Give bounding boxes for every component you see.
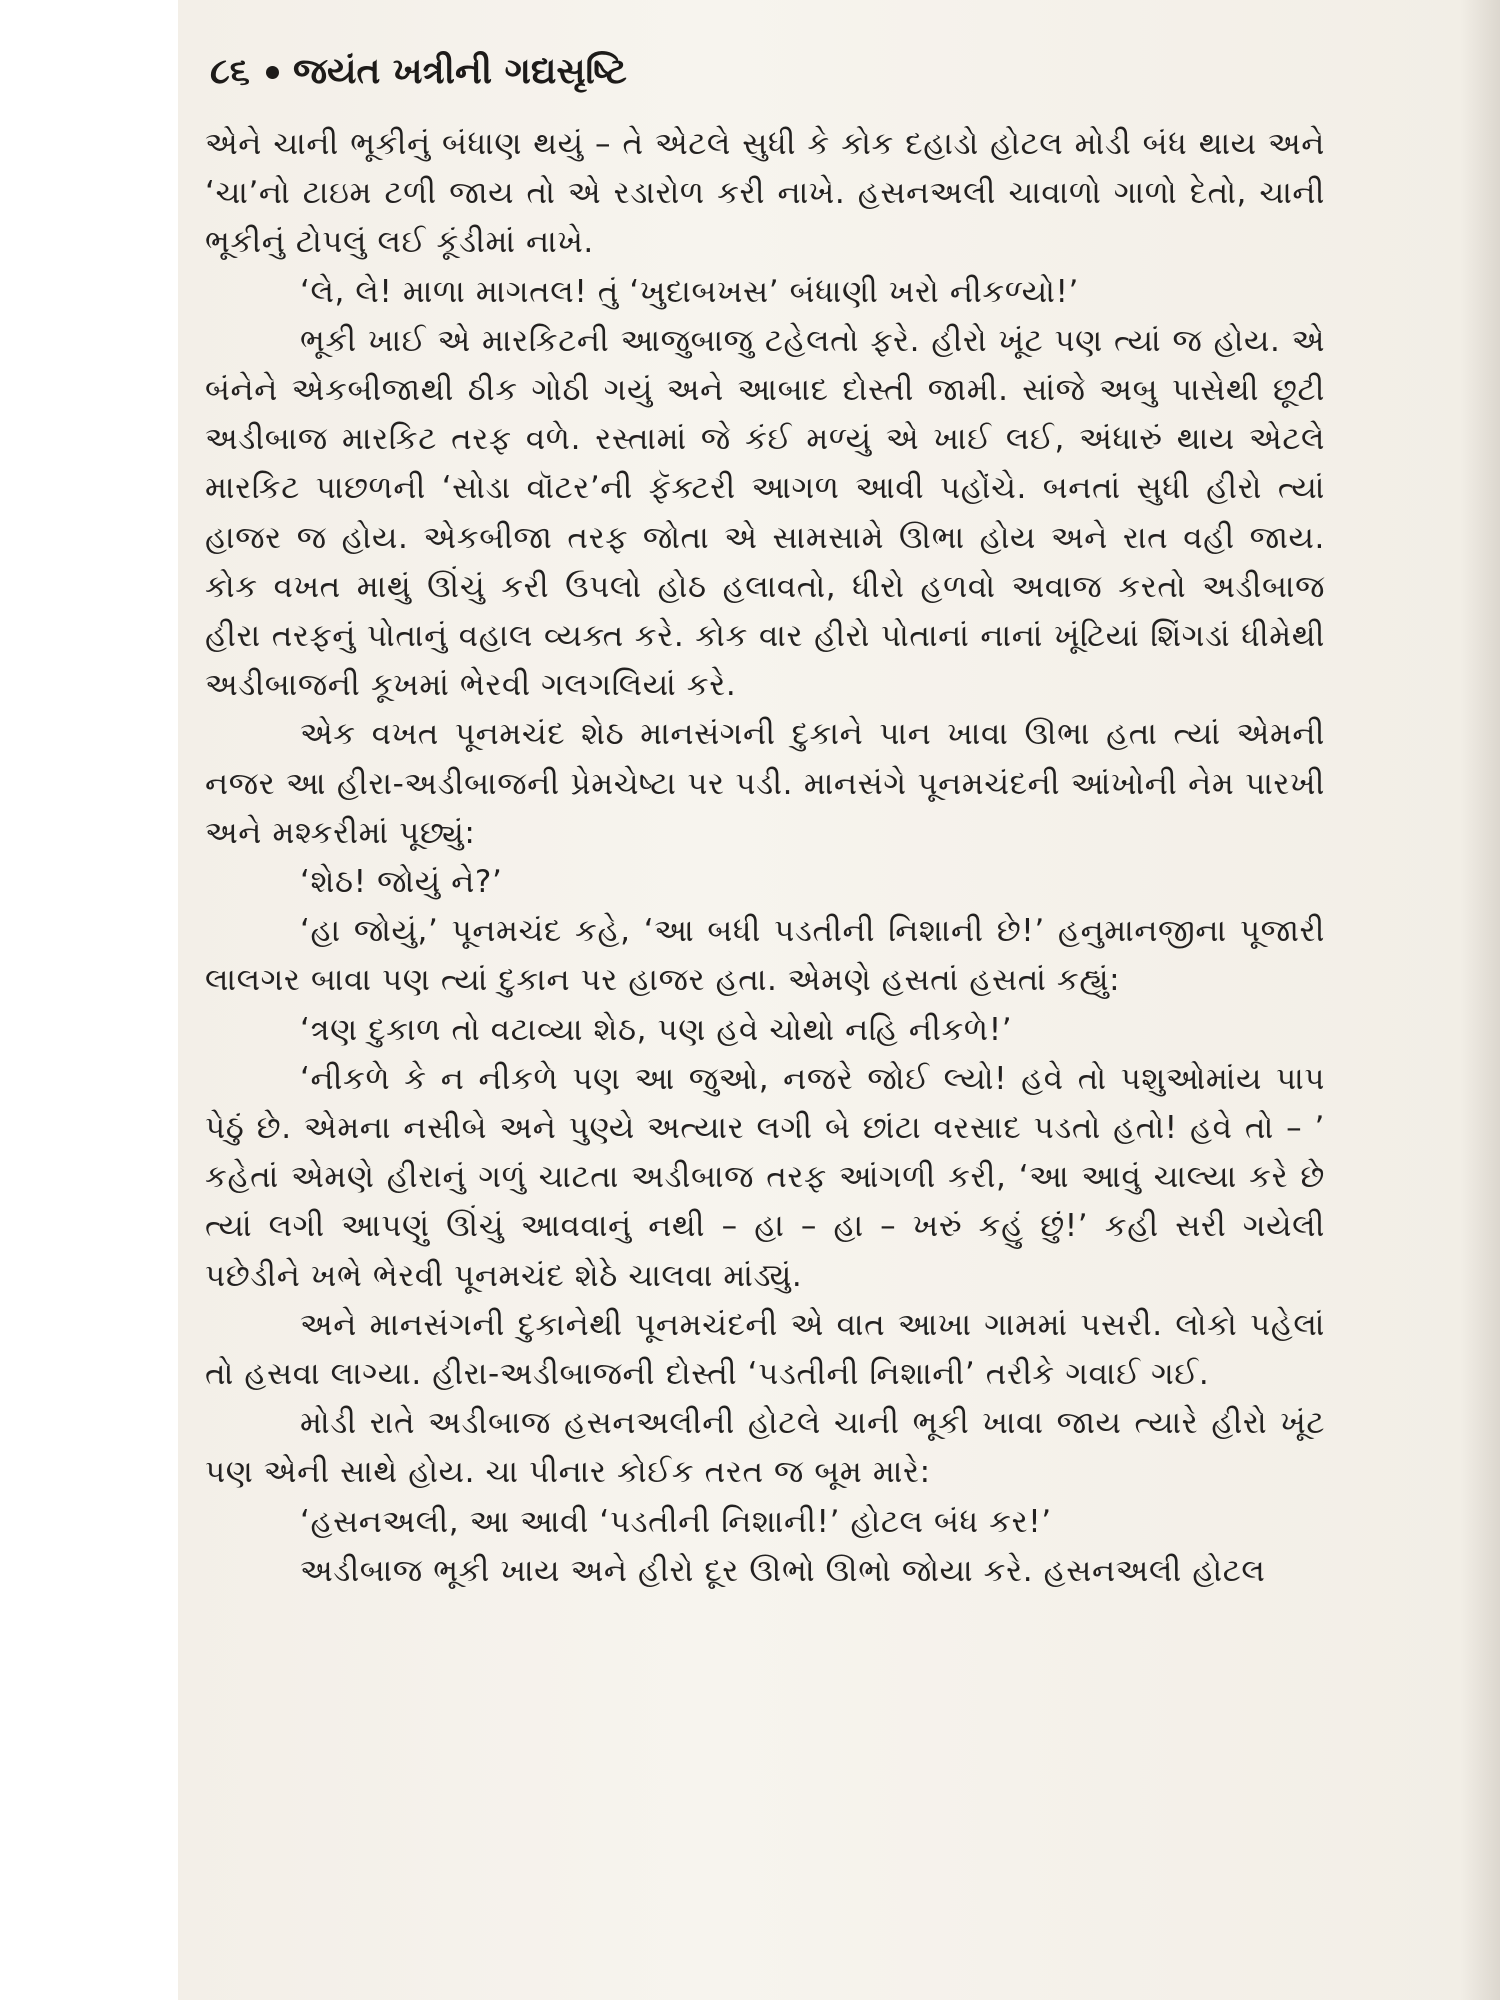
book-title: જયંત ખત્રીની ગદ્યસૃષ્ટિ xyxy=(292,51,627,92)
paragraph: ભૂકી ખાઈ એ મારકિટની આજુબાજુ ટહેલતો ફરે. હીરો ખૂંટ પણ ત્યાં જ હોય. એ બંનેને એકબીજાથી ઠીક ગોઠી ગયું અને આબાદ દોસ્તી જામી. સાંજે અબુ પાસેથી છૂટી અડીબાજ મારકિટ તરફ વળે. રસ્તામાં જે કંઈ મળ્યું એ ખાઈ લઈ, અંધારું થાય એટલે મારકિટ પાછળની ‘સોડા વૉટર’ની ફૅક્ટરી આગળ આવી પહોંચે. બનતાં સુધી હીરો ત્યાં હાજર જ હોય. એકબીજા તરફ જોતા એ સામસામે ઊભા હોય અને રાત વહી જાય. કોક વખત માથું ઊંચું કરી ઉપલો હોઠ હલાવતો, ધીરો હળવો અવાજ કરતો અડીબાજ હીરા તરફનું પોતાનું વહાલ વ્યક્ત કરે. કોક વાર હીરો પોતાનાં નાનાં ખૂંટિયાં શિંગડાં ધીમેથી અડીબાજની કૂખમાં ભેરવી ગલગલિયાં કરે. xyxy=(205,322,1325,704)
body-text xyxy=(205,120,1325,1596)
running-header xyxy=(210,42,627,102)
bullet-icon xyxy=(266,66,279,79)
paragraph: એક વખત પૂનમચંદ શેઠ માનસંગની દુકાને પાન ખાવા ઊભા હતા ત્યાં એમની નજર આ હીરા-અડીબાજની પ્રેમચેષ્ટા પર પડી. માનસંગે પૂનમચંદની આંખોની નેમ પારખી અને મશ્કરીમાં પૂછ્યું: xyxy=(205,716,1325,851)
page-number: ૮૬ xyxy=(210,51,250,92)
dialogue-line: ‘લે, લે! માળા માગતલ! તું ‘ખુદાબખસ’ બંધાણી ખરો નીકળ્યો!’ xyxy=(300,273,1079,310)
paragraph: અડીબાજ ભૂકી ખાય અને હીરો દૂર ઊભો ઊભો જોયા કરે. હસનઅલી હોટલ xyxy=(300,1552,1266,1589)
dialogue-line: ‘હસનઅલી, આ આવી ‘પડતીની નિશાની!’ હોટલ બંધ કર!’ xyxy=(300,1503,1052,1540)
page-edge-shadow xyxy=(1460,0,1500,2000)
paragraph: એને ચાની ભૂકીનું બંધાણ થયું – તે એટલે સુધી કે કોક દહાડો હોટલ મોડી બંધ થાય અને ‘ચા’નો ટાઇમ ટળી જાય તો એ રડારોળ કરી નાખે. હસનઅલી ચાવાળો ગાળો દેતો, ચાની ભૂકીનું ટોપલું લઈ કૂંડીમાં નાખે. xyxy=(205,126,1325,261)
paragraph: મોડી રાતે અડીબાજ હસનઅલીની હોટલે ચાની ભૂકી ખાવા જાય ત્યારે હીરો ખૂંટ પણ એની સાથે હોય. ચા પીનાર કોઈક તરત જ બૂમ મારે: xyxy=(205,1405,1325,1491)
paragraph: ‘નીકળે કે ન નીકળે પણ આ જુઓ, નજરે જોઈ લ્યો! હવે તો પશુઓમાંય પાપ પેઠું છે. એમના નસીબે અને પુણ્યે અત્યાર લગી બે છાંટા વરસાદ પડતો હતો! હવે તો – ’ કહેતાં એમણે હીરાનું ગળું ચાટતા અડીબાજ તરફ આંગળી કરી, ‘આ આવું ચાલ્યા કરે છે ત્યાં લગી આપણું ઊંચું આવવાનું નથી – હા – હા – ખરું કહું છું!’ કહી સરી ગયેલી પછેડીને ખભે ભેરવી પૂનમચંદ શેઠે ચાલવા માંડ્યું. xyxy=(205,1060,1325,1294)
paragraph: અને માનસંગની દુકાનેથી પૂનમચંદની એ વાત આખા ગામમાં પસરી. લોકો પહેલાં તો હસવા લાગ્યા. હીરા-અડીબાજની દોસ્તી ‘પડતીની નિશાની’ તરીકે ગવાઈ ગઈ. xyxy=(205,1306,1325,1393)
paragraph: ‘હા જોયું,’ પૂનમચંદ કહે, ‘આ બધી પડતીની નિશાની છે!’ હનુમાનજીના પૂજારી લાલગર બાવા પણ ત્યાં દુકાન પર હાજર હતા. એમણે હસતાં હસતાં કહ્યું: xyxy=(205,913,1325,999)
dialogue-line: ‘શેઠ! જોયું ને?’ xyxy=(300,864,503,901)
dialogue-line: ‘ત્રણ દુકાળ તો વટાવ્યા શેઠ, પણ હવે ચોથો નહિ નીકળે!’ xyxy=(300,1011,1013,1048)
